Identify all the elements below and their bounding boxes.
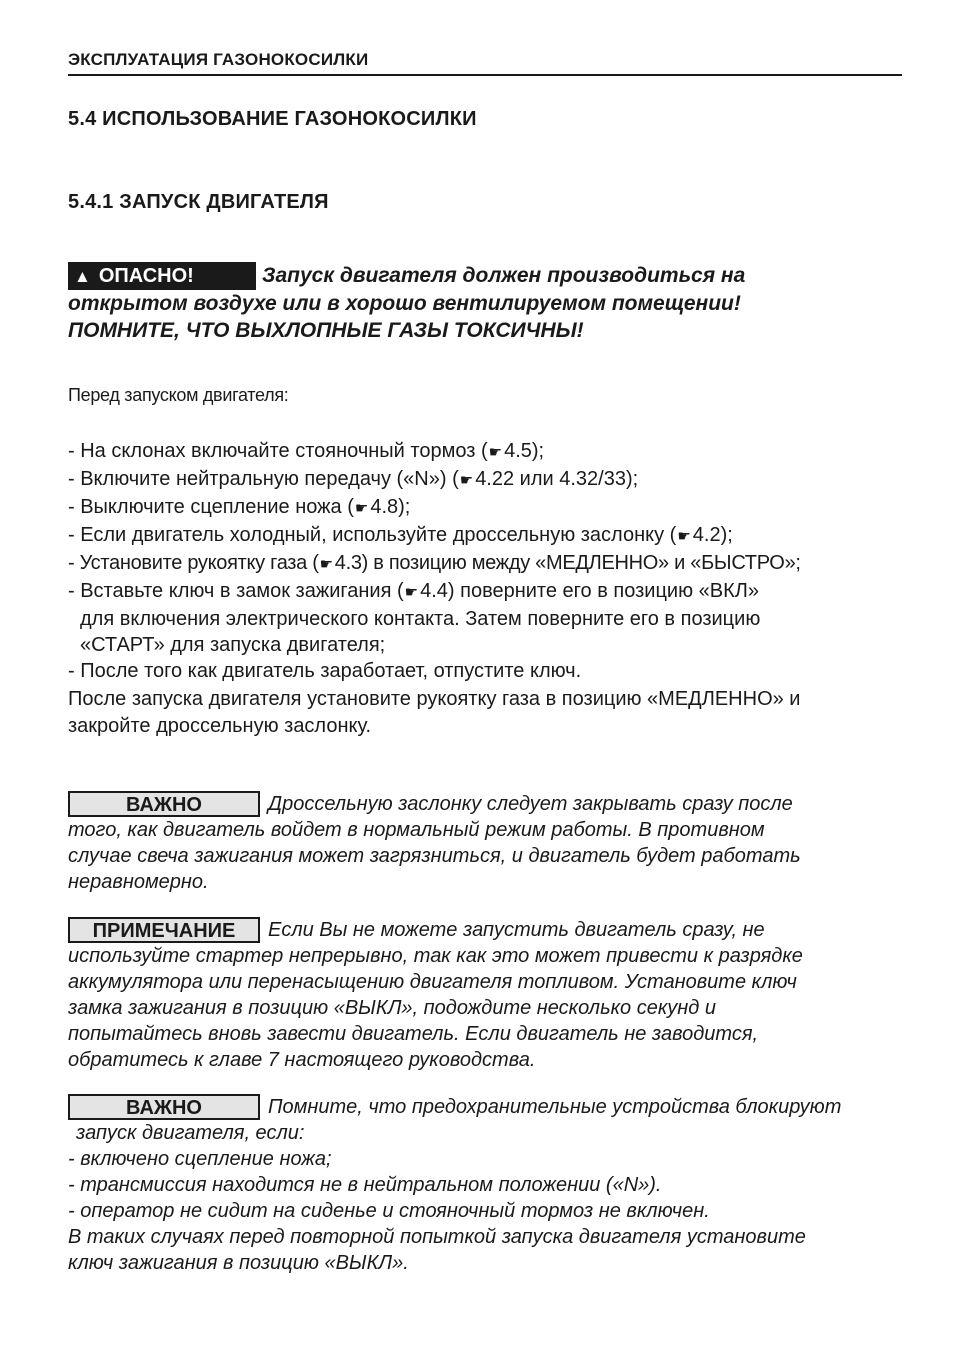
list-item: - После того как двигатель заработает, отпустите ключ. xyxy=(68,660,582,682)
list-item: - Вставьте ключ в замок зажигания (☛ 4.4) поверните его в позицию «ВКЛ» xyxy=(68,578,928,606)
list-item-continuation: для включения электрического контакта. Затем поверните его в позицию xyxy=(80,608,761,630)
important-badge: ВАЖНО xyxy=(68,791,260,817)
steps-intro: Перед запуском двигателя: xyxy=(68,385,289,405)
subsection-title: 5.4.1 ЗАПУСК ДВИГАТЕЛЯ xyxy=(68,191,329,213)
remark-note: ПРИМЕЧАНИЕ Если Вы не можете запустить двигатель сразу, не используйте стартер непрерывно, так как это может привести к разрядке аккумулятора или перенасыщению двигателя топливом. Установите ключ замка зажигания в позицию «ВЫКЛ», подождите несколько секунд и попытайтесь вновь завести двигатель. Если двигатель не заводится, обратитесь к главе 7 настоящего руководства. xyxy=(68,919,803,1071)
after-start-paragraph: После запуска двигателя установите рукоятку газа в позицию «МЕДЛЕННО» и закройте дроссельную заслонку. xyxy=(68,688,801,737)
remark-badge: ПРИМЕЧАНИЕ xyxy=(68,917,260,943)
list-item: - Установите рукоятку газа (☛ 4.3) в позицию между «МЕДЛЕННО» и «БЫСТРО»; xyxy=(68,550,928,578)
warning-triangle-icon: ▲ xyxy=(74,267,91,286)
danger-line-2: открытом воздухе или в хорошо вентилируемом помещении! xyxy=(68,292,741,315)
pointing-hand-icon: ☛ xyxy=(459,472,474,489)
section-title: 5.4 ИСПОЛЬЗОВАНИЕ ГАЗОНОКОСИЛКИ xyxy=(68,108,477,130)
pointing-hand-icon: ☛ xyxy=(319,556,333,573)
list-item-continuation: «СТАРТ» для запуска двигателя; xyxy=(80,634,386,656)
danger-line-3: ПОМНИТЕ, ЧТО ВЫХЛОПНЫЕ ГАЗЫ ТОКСИЧНЫ! xyxy=(68,319,584,342)
pointing-hand-icon: ☛ xyxy=(488,444,503,461)
important-note-2: ВАЖНО Помните, что предохранительные устройства блокируют запуск двигателя, если: - включено сцепление ножа; - трансмиссия находится не в нейтральном положении («N»). - оператор не сидит на сиденье и стояночный тормоз не включен. В таких случаях перед повторной попыткой запуска двигателя установите ключ зажигания в позицию «ВЫКЛ». xyxy=(68,1096,842,1274)
pointing-hand-icon: ☛ xyxy=(677,528,691,545)
list-item: - Выключите сцепление ножа (☛ 4.8); xyxy=(68,494,928,522)
start-steps-list xyxy=(68,438,928,684)
danger-label: ОПАСНО! xyxy=(98,265,194,287)
page-header: ЭКСПЛУАТАЦИЯ ГАЗОНОКОСИЛКИ xyxy=(68,50,902,76)
danger-badge xyxy=(68,262,256,290)
pointing-hand-icon: ☛ xyxy=(354,500,369,517)
list-item: - Включите нейтральную передачу («N») (☛ 4.22 или 4.32/33); xyxy=(68,466,928,494)
list-item: - Если двигатель холодный, используйте дроссельную заслонку (☛ 4.2); xyxy=(68,522,928,550)
important-note-1: ВАЖНО Дроссельную заслонку следует закрывать сразу после того, как двигатель войдет в нормальный режим работы. В противном случае свеча зажигания может загрязниться, и двигатель будет работать неравномерно. xyxy=(68,793,801,893)
pointing-hand-icon: ☛ xyxy=(404,584,419,601)
danger-line-1: Запуск двигателя должен производиться на xyxy=(262,264,746,287)
list-item: - На склонах включайте стояночный тормоз (☛ 4.5); xyxy=(68,438,928,466)
danger-notice xyxy=(68,262,928,344)
important-badge: ВАЖНО xyxy=(68,1094,260,1120)
